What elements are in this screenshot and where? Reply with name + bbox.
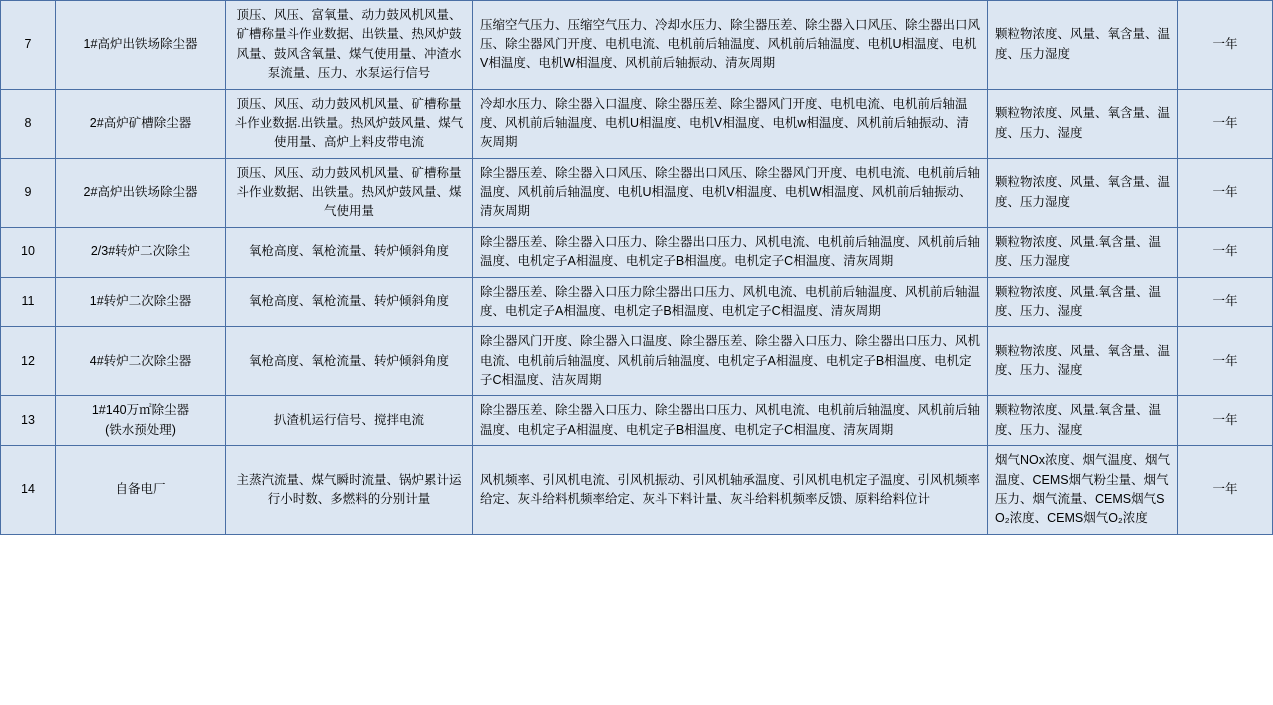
row-index: 8 [1,89,56,158]
row-equipment-params: 压缩空气压力、压缩空气压力、冷却水压力、除尘器压差、除尘器入口风压、除尘器出口风压、除尘器风门开度、电机电流、电机前后轴温度、风机前后轴温度、电机U相温度、电机V相温度、电机W相温度、风机前后轴振动、清灰周期 [473,1,988,90]
row-process-params: 顶压、风压、动力鼓风机风量、矿槽称量斗作业数据、出铁量。热风炉鼓风量、煤气使用量 [226,158,473,227]
row-emission-params: 颗粒物浓度、风量.氧含量、温度、压力、湿度 [988,396,1178,446]
row-equipment-name: 1#高炉出铁场除尘器 [56,1,226,90]
row-process-params: 主蒸汽流量、煤气瞬时流量、锅炉累计运行小时数、多燃料的分别计量 [226,446,473,535]
row-equipment-params: 除尘器压差、除尘器入口风压、除尘器出口风压、除尘器风门开度、电机电流、电机前后轴温度、风机前后轴温度、电机U相温度、电机V相温度、电机W相温度、风机前后轴振动、清灰周期 [473,158,988,227]
row-equipment-name: 2#高炉矿槽除尘器 [56,89,226,158]
row-emission-params: 颗粒物浓度、风量、氧含量、温度、压力、湿度 [988,327,1178,396]
row-equipment-name: 自备电厂 [56,446,226,535]
row-process-params: 扒渣机运行信号、搅拌电流 [226,396,473,446]
row-equipment-name-line1: 1#140万㎡除尘器 [91,403,190,418]
row-period: 一年 [1178,446,1273,535]
row-equipment-name [56,396,226,446]
row-equipment-params: 除尘器压差、除尘器入口压力除尘器出口压力、风机电流、电机前后轴温度、风机前后轴温度、电机定子A相温度、电机定子B相温度、电机定子C相温度、清灰周期 [473,277,988,327]
row-process-params: 顶压、风压、富氧量、动力鼓风机风量、矿槽称量斗作业数据、出铁量、热风炉鼓风量、鼓风含氧量、煤气使用量、冲渣水泵流量、压力、水泵运行信号 [226,1,473,90]
row-index: 14 [1,446,56,535]
table-row [1,396,1273,446]
table-row [1,446,1273,535]
row-index: 12 [1,327,56,396]
row-equipment-name: 2#高炉出铁场除尘器 [56,158,226,227]
row-index: 7 [1,1,56,90]
row-emission-params: 颗粒物浓度、风量、氧含量、温度、压力湿度 [988,158,1178,227]
row-equipment-name: 1#转炉二次除尘器 [56,277,226,327]
row-index: 10 [1,227,56,277]
table-body [1,1,1273,535]
table-row [1,277,1273,327]
row-equipment-params: 冷却水压力、除尘器入口温度、除尘器压差、除尘器风门开度、电机电流、电机前后轴温度、风机前后轴温度、电机U相温度、电机V相温度、电机w相温度、风机前后轴振动、清灰周期 [473,89,988,158]
row-period: 一年 [1178,89,1273,158]
row-process-params: 氧枪高度、氧枪流量、转炉倾斜角度 [226,277,473,327]
row-period: 一年 [1178,1,1273,90]
row-process-params: 氧枪高度、氧枪流量、转炉倾斜角度 [226,227,473,277]
row-equipment-params: 除尘器压差、除尘器入口压力、除尘器出口压力、风机电流、电机前后轴温度、风机前后轴温度、电机定子A相温度、电机定子B相温度、电机定子C相温度、清灰周期 [473,396,988,446]
row-index: 9 [1,158,56,227]
row-equipment-params: 除尘器风门开度、除尘器入口温度、除尘器压差、除尘器入口压力、除尘器出口压力、风机电流、电机前后轴温度、风机前后轴温度、电机定子A相温度、电机定子B相温度、电机定子C相温度、洁灰周期 [473,327,988,396]
table-row [1,1,1273,90]
row-equipment-params: 风机频率、引风机电流、引风机振动、引风机轴承温度、引风机电机定子温度、引风机频率给定、灰斗给料机频率给定、灰斗下料计量、灰斗给料机频率反馈、原料给料位计 [473,446,988,535]
row-equipment-params: 除尘器压差、除尘器入口压力、除尘器出口压力、风机电流、电机前后轴温度、风机前后轴温度、电机定子A相温度、电机定子B相温度。电机定子C相温度、清灰周期 [473,227,988,277]
row-index: 11 [1,277,56,327]
row-process-params: 氧枪高度、氧枪流量、转炉倾斜角度 [226,327,473,396]
row-emission-params: 颗粒物浓度、风量.氧含量、温度、压力、湿度 [988,277,1178,327]
row-equipment-name: 2/3#转炉二次除尘 [56,227,226,277]
row-period: 一年 [1178,277,1273,327]
table-row [1,158,1273,227]
row-period: 一年 [1178,158,1273,227]
row-period: 一年 [1178,227,1273,277]
row-process-params: 顶压、风压、动力鼓风机风量、矿槽称量斗作业数据.出铁量。热风炉鼓风量、煤气使用量、高炉上料皮带电流 [226,89,473,158]
table-row [1,89,1273,158]
row-index: 13 [1,396,56,446]
row-emission-params: 颗粒物浓度、风量、氧含量、温度、压力湿度 [988,1,1178,90]
row-emission-params: 颗粒物浓度、风量、氧含量、温度、压力、湿度 [988,89,1178,158]
row-period: 一年 [1178,396,1273,446]
row-equipment-name-line2: (铁水预处理) [105,422,176,437]
row-emission-params: 颗粒物浓度、风量.氧含量、温度、压力湿度 [988,227,1178,277]
table-row [1,227,1273,277]
row-period: 一年 [1178,327,1273,396]
table-row [1,327,1273,396]
row-equipment-name: 4#转炉二次除尘器 [56,327,226,396]
row-emission-params: 烟气NOx浓度、烟气温度、烟气温度、CEMS烟气粉尘量、烟气压力、烟气流量、CEMS烟气SO₂浓度、CEMS烟气O₂浓度 [988,446,1178,535]
